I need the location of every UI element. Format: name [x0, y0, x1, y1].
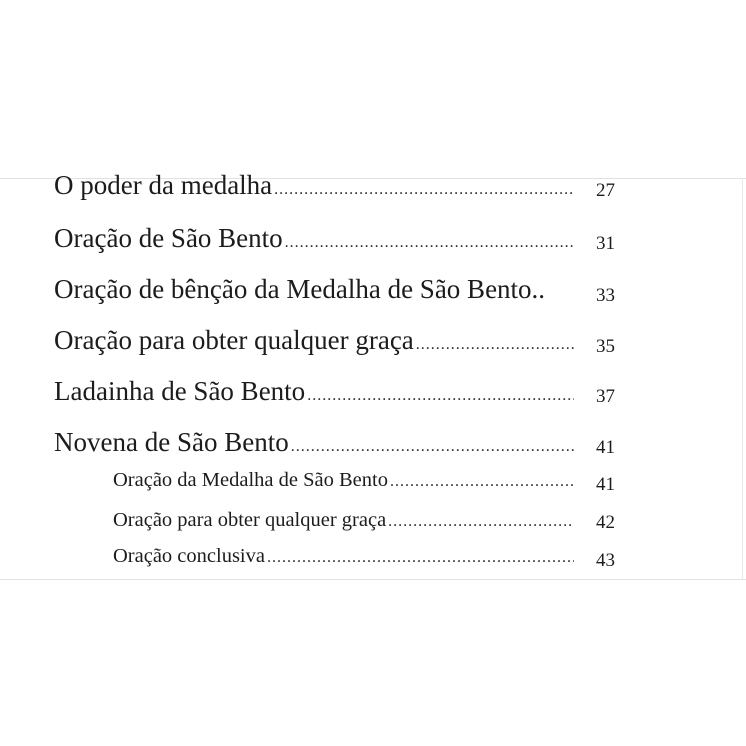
dot-leader [390, 473, 574, 491]
toc-entry-title: Oração para obter qualquer graça [113, 509, 387, 531]
toc-subentry [113, 509, 576, 532]
toc-subentry [113, 469, 576, 492]
toc-page-number: 35 [596, 336, 615, 357]
dot-leader [416, 336, 574, 354]
toc-page-number: 37 [596, 386, 615, 407]
toc-entry [54, 170, 576, 201]
toc-entry [54, 274, 576, 305]
dot-leader [274, 181, 574, 199]
dot-leader [267, 549, 574, 567]
toc-page-number: 41 [596, 437, 615, 458]
toc-entry [54, 325, 576, 356]
toc-entry [54, 223, 576, 254]
toc-entry-title: Oração da Medalha de São Bento [113, 469, 388, 491]
toc-entry-title: Oração conclusiva [113, 545, 265, 567]
toc-page-number: 33 [596, 285, 615, 306]
toc-entry-title: Ladainha de São Bento [54, 376, 306, 406]
toc-page-number: 27 [596, 180, 615, 201]
toc-entry [54, 427, 576, 458]
toc-page-number: 42 [596, 512, 615, 533]
toc-entry-title: Oração de São Bento [54, 223, 283, 253]
toc-entry-title: Oração para obter qualquer graça [54, 325, 414, 355]
dot-leader [307, 387, 574, 405]
toc-entry-title: O poder da medalha [54, 170, 273, 200]
dot-leader [291, 438, 574, 456]
toc-page-number: 31 [596, 233, 615, 254]
toc-entry-title: Oração de bênção da Medalha de São Bento.. [54, 274, 546, 304]
toc-page-number: 41 [596, 474, 615, 495]
toc-entry-title: Novena de São Bento [54, 427, 289, 457]
toc-subentry [113, 545, 576, 568]
dot-leader [285, 234, 574, 252]
toc-entry [54, 376, 576, 407]
dot-leader [388, 513, 574, 531]
toc-page-number: 43 [596, 550, 615, 571]
